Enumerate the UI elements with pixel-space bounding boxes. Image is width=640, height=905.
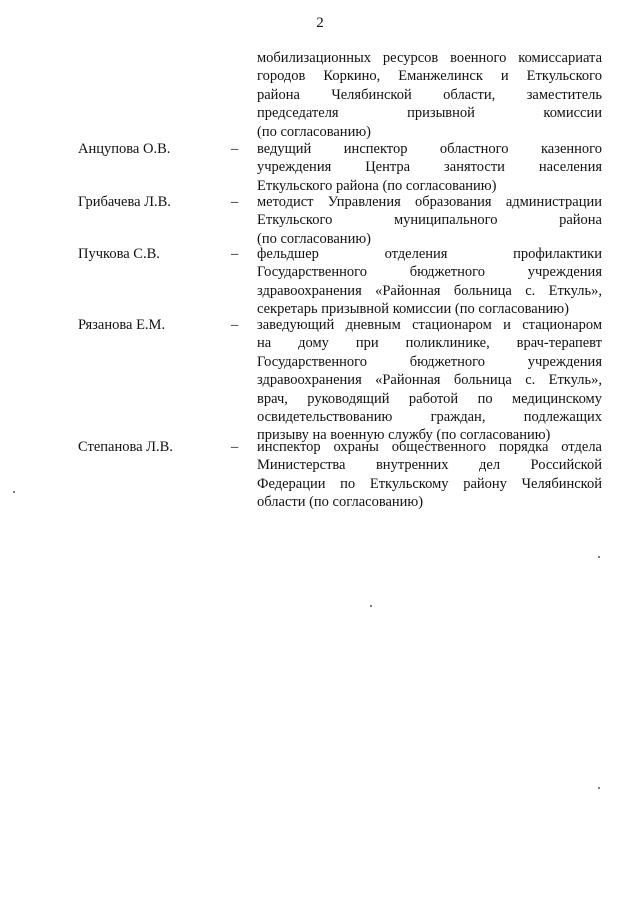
description-line: фельдшер отделения профилактики [257, 246, 602, 262]
scan-speck [598, 787, 600, 789]
description-line: Министерства внутренних дел Российской [257, 457, 602, 474]
member-name: Пучкова С.В. [78, 246, 160, 262]
intro-line: мобилизационных ресурсов военного комиссариата [257, 50, 602, 66]
description-line: учреждения Центра занятости населения [257, 159, 602, 176]
member-description [257, 140, 602, 195]
intro-line: председателя призывной комиссии [257, 105, 602, 122]
description-line: (по согласованию) [257, 230, 371, 247]
description-line: заведующий дневным стационаром и стационаром [257, 317, 602, 333]
scan-speck [370, 605, 372, 607]
member-description [257, 193, 602, 248]
description-line: инспектор охраны общественного порядка отдела [257, 439, 602, 455]
description-line: Еткульского района (по согласованию) [257, 177, 497, 194]
description-line: Федерации по Еткульскому району Челябинской [257, 475, 602, 492]
member-name: Степанова Л.В. [78, 439, 173, 455]
description-line: Государственного бюджетного учреждения [257, 264, 602, 281]
description-line: здравоохранения «Районная больница с. Еткуль», [257, 282, 602, 299]
description-line: области (по согласованию) [257, 494, 424, 511]
intro-line: городов Коркино, Еманжелинск и Еткульского [257, 68, 602, 85]
member-name: Рязанова Е.М. [78, 317, 166, 333]
description-line: здравоохранения «Районная больница с. Еткуль», [257, 372, 602, 389]
intro-line: (по согласованию) [257, 123, 371, 140]
scan-speck [598, 556, 600, 558]
dash-separator: – [231, 246, 239, 262]
description-line: на дому при поликлинике, врач-терапевт [257, 335, 602, 352]
member-name: Грибачева Л.В. [78, 194, 171, 210]
description-line: ведущий инспектор областного казенного [257, 141, 602, 157]
member-description [257, 245, 602, 319]
description-line: Государственного бюджетного учреждения [257, 353, 602, 370]
scan-speck [13, 491, 15, 493]
page-number: 2 [316, 15, 324, 31]
description-line: Еткульского муниципального района [257, 212, 602, 229]
member-name: Анцупова О.В. [78, 141, 171, 157]
dash-separator: – [231, 141, 239, 157]
description-line: врач, руководящий работой по медицинскому [257, 390, 602, 407]
dash-separator: – [231, 439, 239, 455]
member-description [257, 316, 602, 445]
description-line: освидетельствованию граждан, подлежащих [257, 409, 602, 426]
description-line: призыву на военную службу (по согласованию) [257, 427, 551, 444]
description-line: секретарь призывной комиссии (по согласованию) [257, 301, 569, 318]
description-line: методист Управления образования администрации [257, 194, 602, 210]
member-description [257, 438, 602, 512]
dash-separator: – [231, 317, 239, 333]
intro-paragraph [257, 49, 602, 141]
dash-separator: – [231, 194, 239, 210]
intro-line: района Челябинской области, заместитель [257, 86, 602, 103]
